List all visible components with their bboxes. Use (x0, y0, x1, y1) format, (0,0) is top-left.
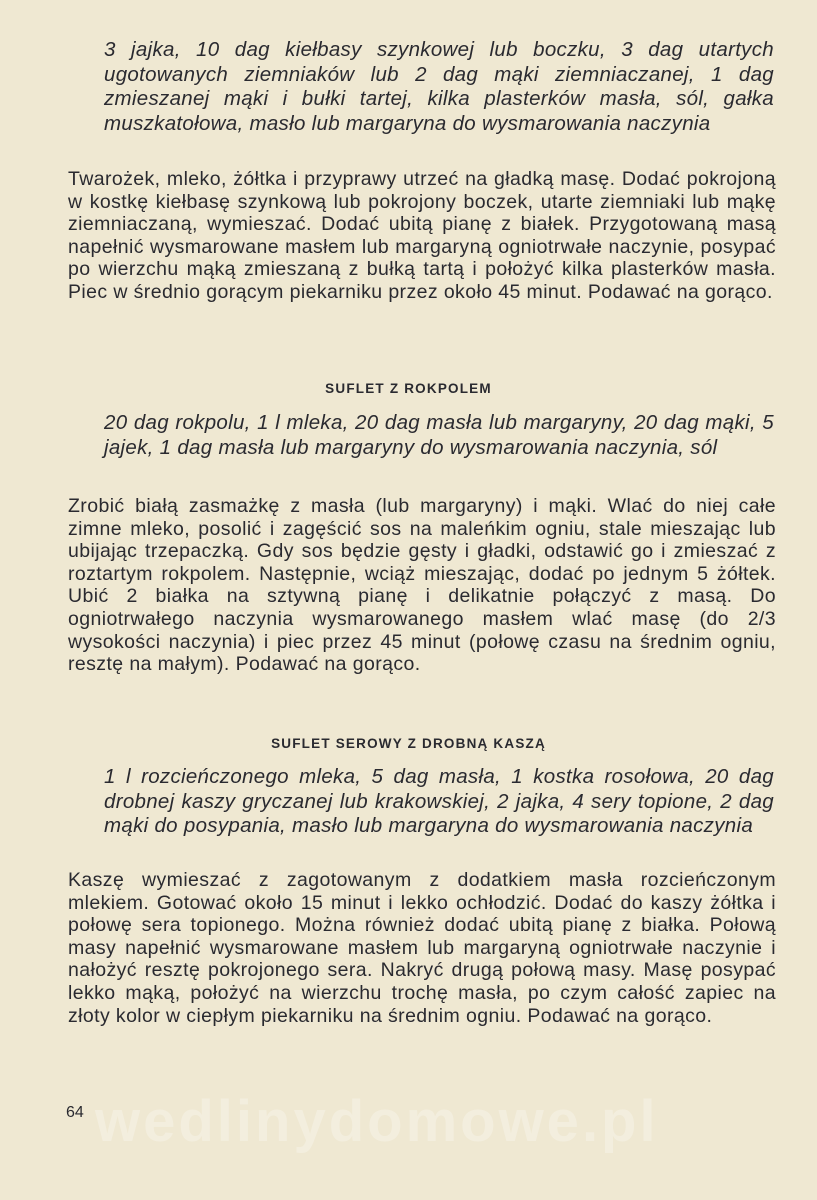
recipe-title-serowy: SUFLET SEROWY Z DROBNĄ KASZĄ (271, 736, 546, 751)
recipe-title-rokpol: SUFLET Z ROKPOLEM (325, 381, 492, 396)
method-paragraph-rokpol: Zrobić białą zasmażkę z masła (lub margaryny) i mąki. Wlać do niej całe zimne mleko, posolić i zagęścić sos na maleńkim ogniu, stale mieszając lub ubijając trzepaczką. Gdy sos będzie gęsty i gładki, odstawić go i zmieszać z roztartym rokpolem. Następnie, wciąż mieszając, dodać po jednym 5 żółtek. Ubić 2 białka na sztywną pianę i delikatnie połączyć z masą. Do ogniotrwałego naczynia wysmarowanego masłem wlać masę (do 2/3 wysokości naczynia) i piec przez 45 minut (połowę czasu na średnim ogniu, resztę na małym). Podawać na gorąco. (68, 495, 776, 676)
ingredients-paragraph-serowy: 1 l rozcieńczonego mleka, 5 dag masła, 1 kostka rosołowa, 20 dag drobnej kaszy gryczanej lub krakowskiej, 2 jajka, 4 sery topione, 2 dag mąki do posypania, masło lub margaryna do wysmarowania naczynia (104, 765, 774, 837)
ingredients-paragraph-rokpol: 20 dag rokpolu, 1 l mleka, 20 dag masła lub margaryny, 20 dag mąki, 5 jajek, 1 dag masła lub margaryny do wysmarowania naczynia, sól (104, 411, 774, 459)
method-paragraph-serowy: Kaszę wymieszać z zagotowanym z dodatkiem masła rozcieńczonym mlekiem. Gotować około 15 minut i lekko ochłodzić. Dodać do kaszy żółtka i połowę sera topionego. Można również dodać ubitą pianę z białka. Połową masy napełnić wysmarowane masłem lub margaryną ogniotrwałe naczynie i nałożyć resztę pokrojonego sera. Nakryć drugą połową masy. Masę posypać lekko mąką, położyć na wierzchu trochę masła, po czym całość zapiec na złoty kolor w ciepłym piekarniku na średnim ogniu. Podawać na gorąco. (68, 869, 776, 1027)
watermark-text: wedlinydomowe.pl (95, 1089, 659, 1154)
method-paragraph-top: Twarożek, mleko, żółtka i przyprawy utrzeć na gładką masę. Dodać pokrojoną w kostkę kiełbasę szynkową lub pokrojony boczek, utarte ziemniaki lub mąkę ziemniaczaną, wymieszać. Dodać ubitą pianę z białek. Przygotowaną masą napełnić wysmarowane masłem lub margaryną ogniotrwałe naczynie, posypać po wierzchu mąką zmieszaną z bułką tartą i położyć kilka plasterków masła. Piec w średnio gorącym piekarniku przez około 45 minut. Podawać na gorąco. (68, 168, 776, 303)
page-number: 64 (66, 1104, 84, 1121)
ingredients-paragraph-top: 3 jajka, 10 dag kiełbasy szynkowej lub boczku, 3 dag utartych ugotowanych ziemniaków lub 2 dag mąki ziemniaczanej, 1 dag zmieszanej mąki i bułki tartej, kilka plasterków masła, sól, gałka muszkatołowa, masło lub margaryna do wysmarowania naczynia (104, 38, 774, 135)
